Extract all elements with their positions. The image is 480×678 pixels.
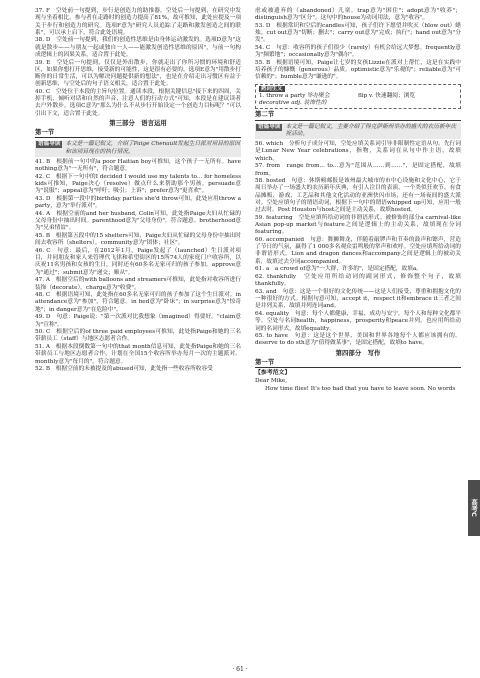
answer-paragraph: 65. to have 句意：这是这个世界、美国和世界各地每个人都应该拥有的。deserve to do sth意为"值得做某事"，是固定搭配，故填to have。 [255,333,461,347]
letter-line: How time flies! It's too bad that you have to leave soon. No words [265,386,456,393]
answer-paragraph: 54. C 句意：收容所的孩子们很少（rarely）有机会给远大梦想。frequently意为"频繁地"；occasionally意为"偶尔"。 [255,45,461,59]
answer-paragraph: 64. equality 句意：每个人都健康、幸福、成功与安宁，每个人和每种文化都平等。空处与名词health，happiness，prosperity和peace并列，也应用所给动词的名词形式，故填equality。 [255,311,461,332]
left-bottom-paragraphs [35,159,241,374]
vocabulary-box-heading: 熟词生义 [261,85,283,92]
answer-paragraph: 38. D 空处前一句提到，我们的创造性思维是由身体运动激发的。选项D意为"这就是散步——与朋友一起或独自一人——能激发创造性思维的原因"，与前一句构成逻辑上的因果关系，适合置于此处。 [35,37,241,58]
answer-paragraph: 56. which 分析句子成分可知，空处应填关系词引导非限制性定语从句。先行词是Lunar New Year celebrations，指物，关系词在从句中作主语，故填which。 [255,141,461,162]
vocabulary-box [255,84,461,110]
answer-paragraph: 虐或被遗弃的（abandoned）儿童。trap意为"困住"；adopt意为"收养"；distinguish意为"区分"。这句中的house为动词用法，意为"收容"。 [255,8,461,22]
reading-guide-1 [35,140,241,157]
vocabulary-rows [259,93,457,108]
sample-letter [255,378,461,393]
answer-paragraph: 55. B 根据语境可知，Paige让七岁的女孩Lizzie在派对上帮忙，这是在实践中培养孩子的慷慨（generous）品质。optimistic意为"乐观的"；reliable意为"可信赖的"；humble意为"谦逊的"。 [255,59,461,81]
answer-paragraph: 50. C 根据空后的of three paid employees可推知，此处指Paige和她的三名带薪员工（staff）与地区志愿者合作。 [35,329,241,343]
sample-essay-heading: 【参考范文】 [255,370,291,377]
answer-paragraph: 53. D 根据常识和空后的candles可知，孩子们许下愿望并吹灭（blow out）蜡烛。cut out意为"切断；删去"；carry out意为"完成；执行"；hand out意为"分发"。 [255,22,461,44]
right-top-paragraphs [255,8,461,82]
answer-paragraph: 59. featuring 空处应填所给动词的非谓语形式。被修饰的部分a carnival-like Asian pop-up market与feature之间是逻辑上的主动关系，故填现在分词featuring。 [255,214,461,236]
part4-heading: 第四部分 写作 [335,348,381,357]
answer-paragraph: 58. hosted 句意：休斯顿邮报是该州最大城市的市中心设施和文化中心，它于周日举办了一场盛大的农历新年庆典，有引人注目的表演，一个类似狂欢节、有食品摊贩、游戏、工艺品和其他文化活动的亚洲快闪市场，还有一场夜间的盛大派对。空处应填句子的谓语动词，根据下一句中的谓语whipped up可知，应用一般过去时。Post Houston与host之间是主动关系，故填hosted。 [255,178,461,214]
section3-heading: 第一节 [255,359,461,368]
answer-paragraph: 62. thankfully 空处应用所给动词的副词形式，修饰整个句子，故填thankfully。 [255,274,461,288]
left-column [35,8,241,374]
vocabulary-item [358,100,457,107]
part3-heading: 第三部分 语言运用 [109,118,167,127]
section2-heading: 第二节 [255,111,461,120]
answer-paragraph: 48. C 根据语境可知，此处指在60多名无家可归的孩子参加了这个生日派对。in attendance意为"参加"，符合题意。in bed意为"卧床"；in surprise意为"惊奇地"；in danger意为"在危险中"。 [35,292,241,313]
answer-paragraph: 42. C 根据下一句中的I decided I would use my talents to... for homeless kids可推知，Paige决心（resolve）做点什么来帮助那个男孩。persuade意为"说服"；appeal意为"呼吁；吸引；上诉"；prefer意为"更喜欢"。 [35,173,241,195]
reading-guide-text: 本文是一篇记叙文，主要介绍了得克萨斯州举办的盛大的农历新年庆祝活动。 [285,123,457,137]
answer-paragraph: 40. C 空处位于本段的主旨句位置。通读本段，根据关键信息"接下来的四周，关掉手机，倾听对话和自然的声音，注意人们的行动方式"可知，本段是在建议读者去户外散步。选项C意为"那么为什么不从步行开始设定一个创造力目标呢？"可以引出下文，适合置于此处。 [35,88,241,117]
letter-line: Dear Mike, [255,378,288,385]
answer-paragraph: 60. accompanied 句意：舞狮舞龙，伴随着敲锣声和节奏的鼓声和镲声，营造了节日的气氛，赢得了1 000多名观众雷鸣般的掌声和欢呼。空处应填所给动词的非谓语形式。Lion and dragon dances和accompany之间是逻辑上的被动关系，故填过去分词accompanied。 [255,236,461,265]
answer-paragraph: 51. A 根据本段倒数第一句中的that month信息可知，此处指Paige和她的三名带薪员工与地区志愿者合作，计划在全国15个收容所举办每月一次的主题派对。monthly意为"每月的"，符合题意。 [35,344,241,365]
right-column [255,8,461,394]
answer-paragraph: 61. a a crowd of意为"一大群，许多的"，是固定搭配，故填a。 [255,266,422,273]
reading-guide-2 [255,123,461,140]
answer-paragraph: 43. D 根据第一段中的birthday parties she'd throw可知，此处应用throw a party，意为"举行派对"。 [35,195,241,210]
vocabulary-item: 1. throw a party 举办聚会 [259,92,331,99]
answer-paragraph: 44. A 根据空前的and her husband, Colin可知，此处指Paige夫妇从忙碌的父母身份中抽出时间。parenthood意为"父母身份"，符合题意。brotherhood意为"兄弟情谊"。 [35,210,241,232]
section1-heading: 第一节 [35,129,241,138]
right-mid-paragraphs [255,141,461,348]
answer-paragraph: 46. C 句意：最后，在2012年1月，Paige发起了（launched）生日派对项目，并同朋友和家人来管理代飞律和希望街区的15所74人的家庭门户收容所，以庆祝11名男孩和女孩的生日，同时还有60多名无家可归的孩子参加。approve意为"通过"；submit意为"递交；顺从"。 [35,247,241,276]
answer-paragraph: 45. B 根据第五段中的15 shelters可知，Paige夫妇从忙碌的父母身份中抽出时间去收容所（shelters）。community意为"团体；社区"。 [35,232,241,247]
answer-paragraph: 57. from range from... to...意为"范围从……到……"，是固定搭配，故填from。 [255,163,461,177]
answer-paragraph: 37. F 空处前一句提到，步行是创造力的助推器。空处后一句提到，在研究中发现与坐着相比，参与者在走路时的创造力提高了81%，故可推知，此处应提及一项关于步行和创造力的研究。选项F意为"研究人员追踪了走路和激发创造之间的联系"，可以承上启下，符合此处语境。 [35,8,242,36]
vocabulary-item: decorative adj. 装饰性的 [259,100,327,107]
reading-guide-tag: 语篇导读 [38,141,61,148]
reading-guide-text: 本文是一篇记叙文，介绍了Paige Chenault发起生日派对项目的原因和该项目现在的执行情况。 [65,141,240,155]
reading-guide-tag: 语篇导读 [258,123,281,130]
left-top-paragraphs [35,8,241,118]
answer-paragraph: 52. B 根据空前的未被提及的abused可知，此处指一些收容所收容受 [35,366,213,373]
answer-paragraph: 41. B 根据前一句中的a poor Haitian boy可推知，这个孩子一无所有。have nothing意为"一无所有"，符合题意。 [35,158,241,173]
answer-paragraph: 49. D 句意：Paige说："第一次派对比我想象（imagined）得要好。"claim意为"宣称"。 [35,314,241,328]
answer-paragraph: 47. A 根据空后的with balloons and streamers可推知，此处指对收容所进行装饰（decorate）。charge意为"收费"。 [35,277,241,291]
vocabulary-row [259,100,457,107]
answer-paragraph: 39. E 空处后一句提到，仅仅是外出散步，你就走出了你所习惯的环境和舒适区，如果你想打开思维，接受新的可能性，这是很有必要的。选项E意为"用散步打断你的日常生活，可以为解决问题提供新的想法"，也是在介绍走出习惯区有益于创新思维，与空处后的句子语义相关，适合置于此处。 [35,59,241,88]
vocabulary-item: flip v. 快速翻阅；浏览 [358,92,416,99]
side-tab-label: 高考C [468,480,480,536]
answer-paragraph: 63. and 句意：这是一个很好的文化传统——这是人们接受、尊重和拥抱文化的一种很好的方式。根据句意可知，accept it，respect it和embrace it三者之间是并列关系，故填并列连词and。 [255,288,461,310]
page-number: · 61 · [232,666,248,673]
